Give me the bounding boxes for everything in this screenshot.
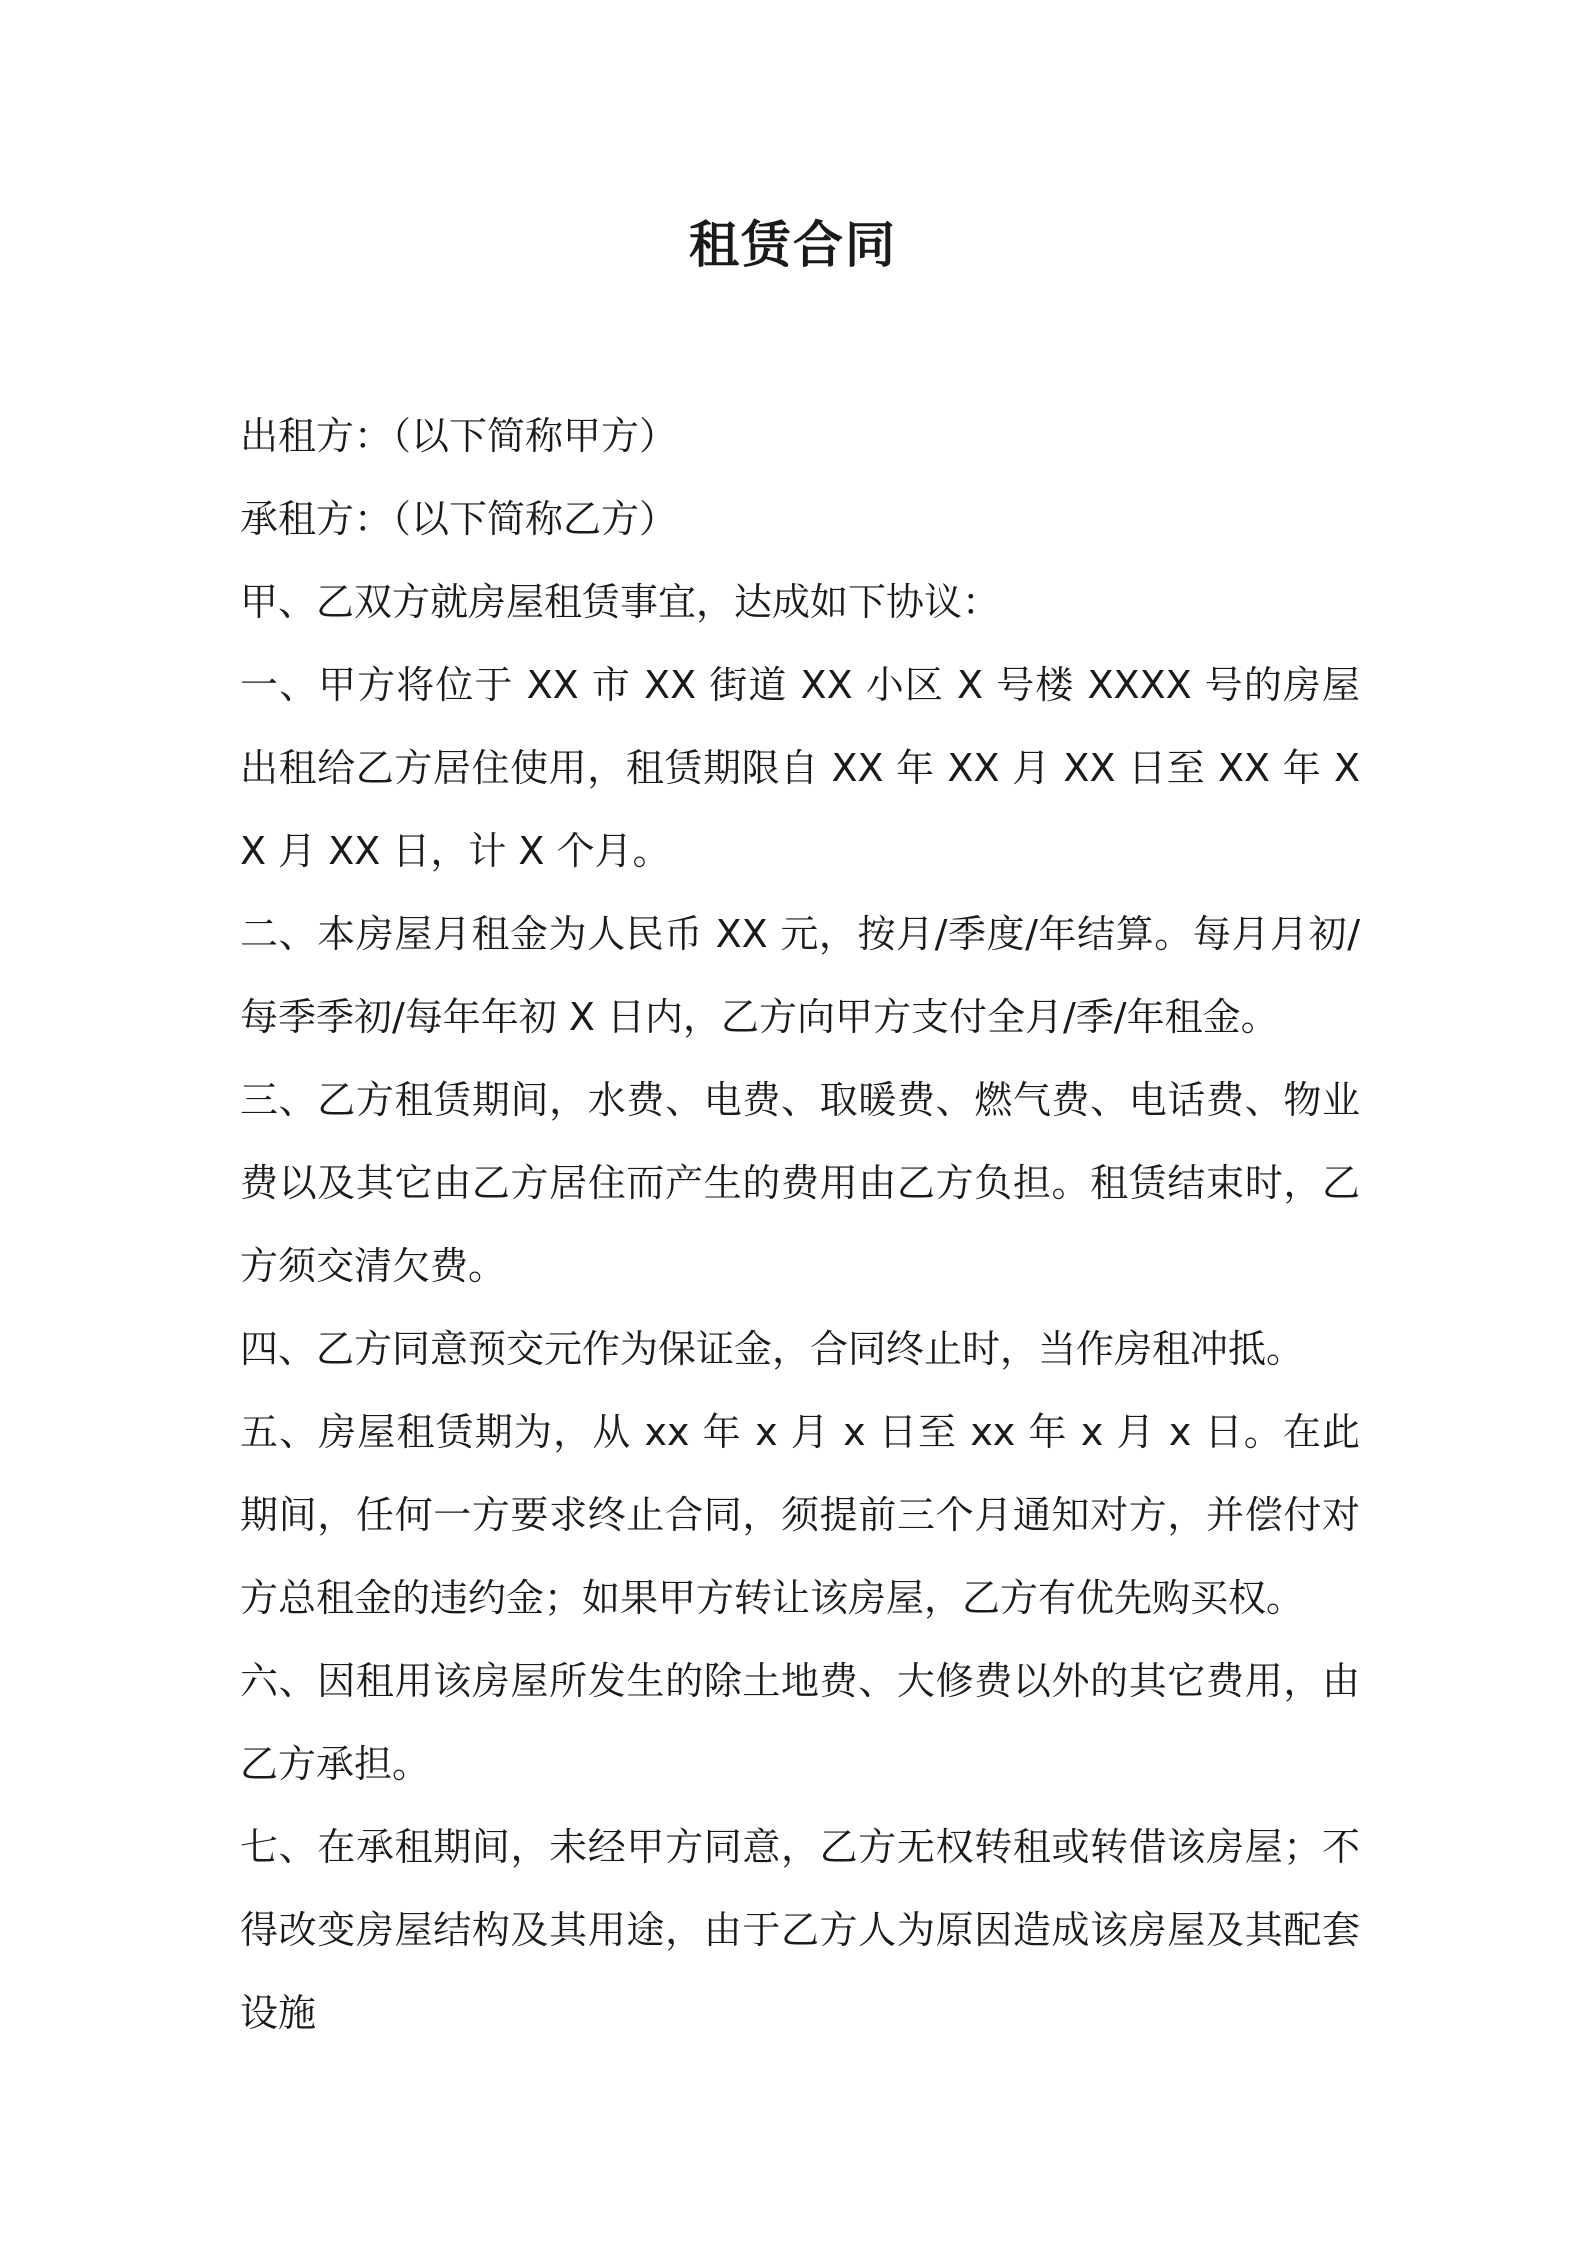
clause-6: 六、因租用该房屋所发生的除土地费、大修费以外的其它费用，由乙方承担。: [240, 1659, 1360, 1786]
clause-1: 一、甲方将位于 XX 市 XX 街道 XX 小区 X 号楼 XXXX 号的房屋出租给乙方居住使用，租赁期限自 XX 年 XX 月 XX 日至 XX 年 XX 月 XX 日，计 X 个月。: [240, 663, 1360, 873]
agreement-intro: 甲、乙双方就房屋租赁事宜，达成如下协议：: [240, 580, 1001, 624]
party-lessor: 出租方：（以下简称甲方）: [240, 414, 678, 458]
clause-2: 二、本房屋月租金为人民币 XX 元，按月/季度/年结算。每月月初/每季季初/每年年初 X 日内，乙方向甲方支付全月/季/年租金。: [240, 912, 1360, 1039]
clause-4: 四、乙方同意预交元作为保证金，合同终止时，当作房租冲抵。: [240, 1327, 1305, 1371]
clause-3: 三、乙方租赁期间，水费、电费、取暖费、燃气费、电话费、物业费以及其它由乙方居住而产生的费用由乙方负担。租赁结束时，乙方须交清欠费。: [240, 1078, 1360, 1288]
clause-5: 五、房屋租赁期为，从 xx 年 x 月 x 日至 xx 年 x 月 x 日。在此期间，任何一方要求终止合同，须提前三个月通知对方，并偿付对方总租金的违约金；如果甲方转让该房屋，乙方有优先购买权。: [240, 1410, 1360, 1620]
party-lessee: 承租方：（以下简称乙方）: [240, 497, 678, 541]
clause-7: 七、在承租期间，未经甲方同意，乙方无权转租或转借该房屋；不得改变房屋结构及其用途，由于乙方人为原因造成该房屋及其配套设施: [240, 1825, 1360, 2035]
document-title: 租赁合同: [689, 216, 897, 274]
document-body: [240, 395, 1360, 2055]
